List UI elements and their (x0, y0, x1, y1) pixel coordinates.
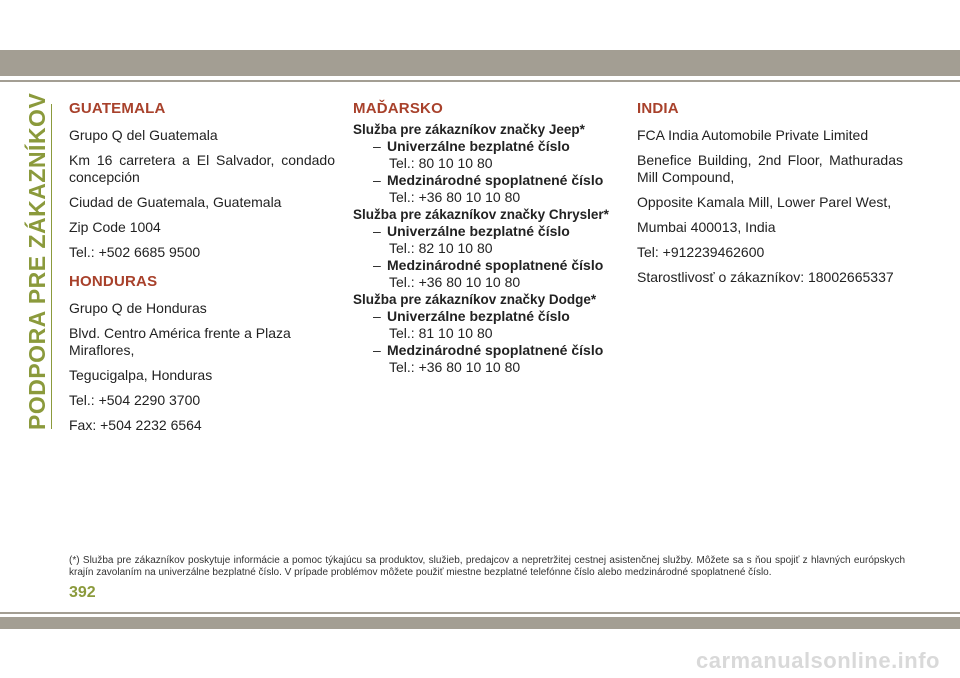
heading-guatemala: GUATEMALA (69, 100, 166, 117)
side-section-title: PODPORA PRE ZÁKAZNÍKOV (24, 92, 50, 430)
service-item-tel: Tel.: 82 10 10 80 (389, 240, 493, 256)
service-item (353, 223, 619, 240)
service-item-tel: Tel.: +36 80 10 10 80 (389, 359, 521, 375)
service-title: Služba pre zákazníkov značky Dodge* (353, 292, 597, 307)
guatemala-line: Tel.: +502 6685 9500 (69, 244, 201, 260)
heading-madarsko: MAĎARSKO (353, 100, 443, 117)
dash: – (373, 308, 381, 324)
service-item-tel: Tel.: 81 10 10 80 (389, 325, 493, 341)
guatemala-line: Ciudad de Guatemala, Guatemala (69, 194, 282, 210)
service-item (353, 308, 619, 325)
india-line: Tel: +912239462600 (637, 244, 765, 260)
heading-india: INDIA (637, 100, 679, 117)
service-block-dodge (353, 291, 619, 376)
service-item-tel: Tel.: +36 80 10 10 80 (389, 189, 521, 205)
dash: – (373, 138, 381, 154)
dash: – (373, 172, 381, 188)
service-item-label: Medzinárodné spoplatnené číslo (387, 257, 604, 273)
dash: – (373, 223, 381, 239)
dash: – (373, 257, 381, 273)
india-line: Mumbai 400013, India (637, 219, 776, 235)
column-right (637, 100, 903, 294)
service-item (353, 172, 619, 189)
service-item-label: Univerzálne bezplatné číslo (387, 138, 570, 154)
service-block-jeep (353, 121, 619, 206)
service-block-chrysler (353, 206, 619, 291)
watermark: carmanualsonline.info (696, 648, 940, 673)
top-decor-band (0, 50, 960, 76)
honduras-line: Fax: +504 2232 6564 (69, 417, 202, 433)
india-line: FCA India Automobile Private Limited (637, 127, 869, 143)
honduras-line: Blvd. Centro América frente a Plaza Miraflores, (69, 325, 291, 358)
column-left (69, 100, 335, 442)
service-item-label: Medzinárodné spoplatnené číslo (387, 342, 604, 358)
footnote: (*) Služba pre zákazníkov poskytuje informácie a pomoc týkajúcu sa produktov, služieb, predajcov a nepretržitej cestnej asistenčnej služby. Môžete sa s ňou spojiť z hlavných európskych krajín zavolaním na univerzálne bezplatné číslo. V prípade problémov môžete použiť miestne bezplatné telefónne číslo alebo medzinárodné spoplatnené číslo. (69, 555, 905, 578)
service-item-tel: Tel.: 80 10 10 80 (389, 155, 493, 171)
service-item (353, 257, 619, 274)
india-line: Starostlivosť o zákazníkov: 18002665337 (637, 269, 894, 285)
dash: – (373, 342, 381, 358)
page-number: 392 (69, 584, 96, 601)
column-middle (353, 100, 619, 376)
service-item-label: Medzinárodné spoplatnené číslo (387, 172, 604, 188)
bottom-decor-band (0, 617, 960, 629)
honduras-line: Tegucigalpa, Honduras (69, 367, 213, 383)
service-title: Služba pre zákazníkov značky Chrysler* (353, 207, 609, 222)
guatemala-line: Zip Code 1004 (69, 219, 161, 235)
service-item-label: Univerzálne bezplatné číslo (387, 223, 570, 239)
service-item (353, 342, 619, 359)
guatemala-line: Grupo Q del Guatemala (69, 127, 218, 143)
india-line: Opposite Kamala Mill, Lower Parel West, (637, 194, 892, 210)
india-line: Benefice Building, 2nd Floor, Mathuradas Mill Compound, (637, 152, 903, 185)
top-decor-line (0, 80, 960, 82)
side-rule (51, 104, 52, 429)
bottom-decor-line (0, 612, 960, 614)
heading-honduras: HONDURAS (69, 273, 158, 290)
service-item-label: Univerzálne bezplatné číslo (387, 308, 570, 324)
service-title: Služba pre zákazníkov značky Jeep* (353, 122, 585, 137)
guatemala-line: Km 16 carretera a El Salvador, condado concepción (69, 152, 335, 185)
service-item (353, 138, 619, 155)
honduras-line: Grupo Q de Honduras (69, 300, 207, 316)
honduras-line: Tel.: +504 2290 3700 (69, 392, 201, 408)
service-item-tel: Tel.: +36 80 10 10 80 (389, 274, 521, 290)
